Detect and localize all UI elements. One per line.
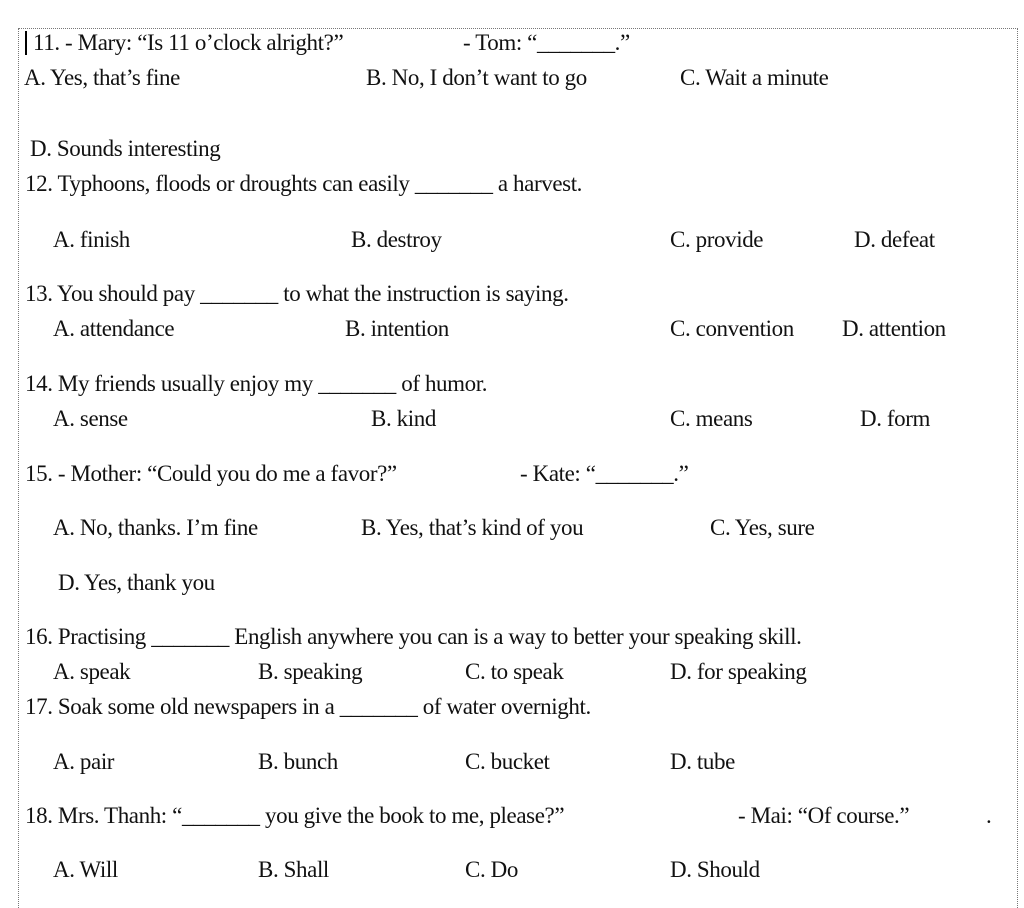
- option-a: A. finish: [53, 227, 130, 252]
- option-a: A. attendance: [53, 316, 175, 341]
- question-stem: 17. Soak some old newspapers in a _______ of water overnight.: [25, 694, 591, 719]
- option-a: A. sense: [53, 406, 128, 431]
- option-d: D. Yes, thank you: [58, 570, 215, 595]
- option-d: D. Should: [670, 857, 760, 882]
- option-c: C. means: [670, 406, 753, 431]
- option-c: C. Wait a minute: [680, 65, 829, 90]
- option-c: C. to speak: [465, 659, 564, 684]
- option-d: D. form: [860, 406, 931, 431]
- option-d: D. Sounds interesting: [30, 136, 221, 161]
- option-b: B. No, I don’t want to go: [366, 65, 587, 90]
- option-a: A. Yes, that’s fine: [24, 65, 180, 90]
- text-cursor: [25, 31, 27, 55]
- question-stem-reply: - Tom: “_______.”: [463, 30, 630, 55]
- option-d: D. for speaking: [670, 659, 807, 684]
- option-d: D. defeat: [854, 227, 935, 252]
- option-c: C. Yes, sure: [710, 515, 815, 540]
- option-b: B. destroy: [351, 227, 442, 252]
- option-b: B. kind: [371, 406, 436, 431]
- question-stem: 16. Practising _______ English anywhere you can is a way to better your speaking skill.: [25, 624, 802, 649]
- option-a: A. Will: [53, 857, 118, 882]
- option-a: A. No, thanks. I’m fine: [53, 515, 258, 540]
- option-a: A. speak: [53, 659, 131, 684]
- option-c: C. bucket: [465, 749, 550, 774]
- question-stem: 18. Mrs. Thanh: “_______ you give the book to me, please?”: [25, 803, 565, 828]
- question-stem-reply: - Mai: “Of course.”: [738, 803, 910, 828]
- option-d: D. tube: [670, 749, 735, 774]
- question-stem-reply: - Kate: “_______.”: [520, 461, 689, 486]
- question-stem: 12. Typhoons, floods or droughts can easily _______ a harvest.: [25, 171, 583, 196]
- option-c: C. Do: [465, 857, 518, 882]
- question-stem: 11. - Mary: “Is 11 o’clock alright?”: [33, 30, 344, 55]
- option-c: C. convention: [670, 316, 794, 341]
- option-a: A. pair: [53, 749, 115, 774]
- question-stem: 13. You should pay _______ to what the instruction is saying.: [25, 281, 569, 306]
- trailing-period: .: [986, 803, 992, 828]
- option-d: D. attention: [842, 316, 946, 341]
- option-b: B. Shall: [258, 857, 329, 882]
- question-stem: 14. My friends usually enjoy my _______ of humor.: [25, 371, 488, 396]
- option-c: C. provide: [670, 227, 764, 252]
- question-stem: 15. - Mother: “Could you do me a favor?”: [25, 461, 397, 486]
- option-b: B. speaking: [258, 659, 363, 684]
- option-b: B. bunch: [258, 749, 338, 774]
- option-b: B. Yes, that’s kind of you: [361, 515, 584, 540]
- option-b: B. intention: [345, 316, 449, 341]
